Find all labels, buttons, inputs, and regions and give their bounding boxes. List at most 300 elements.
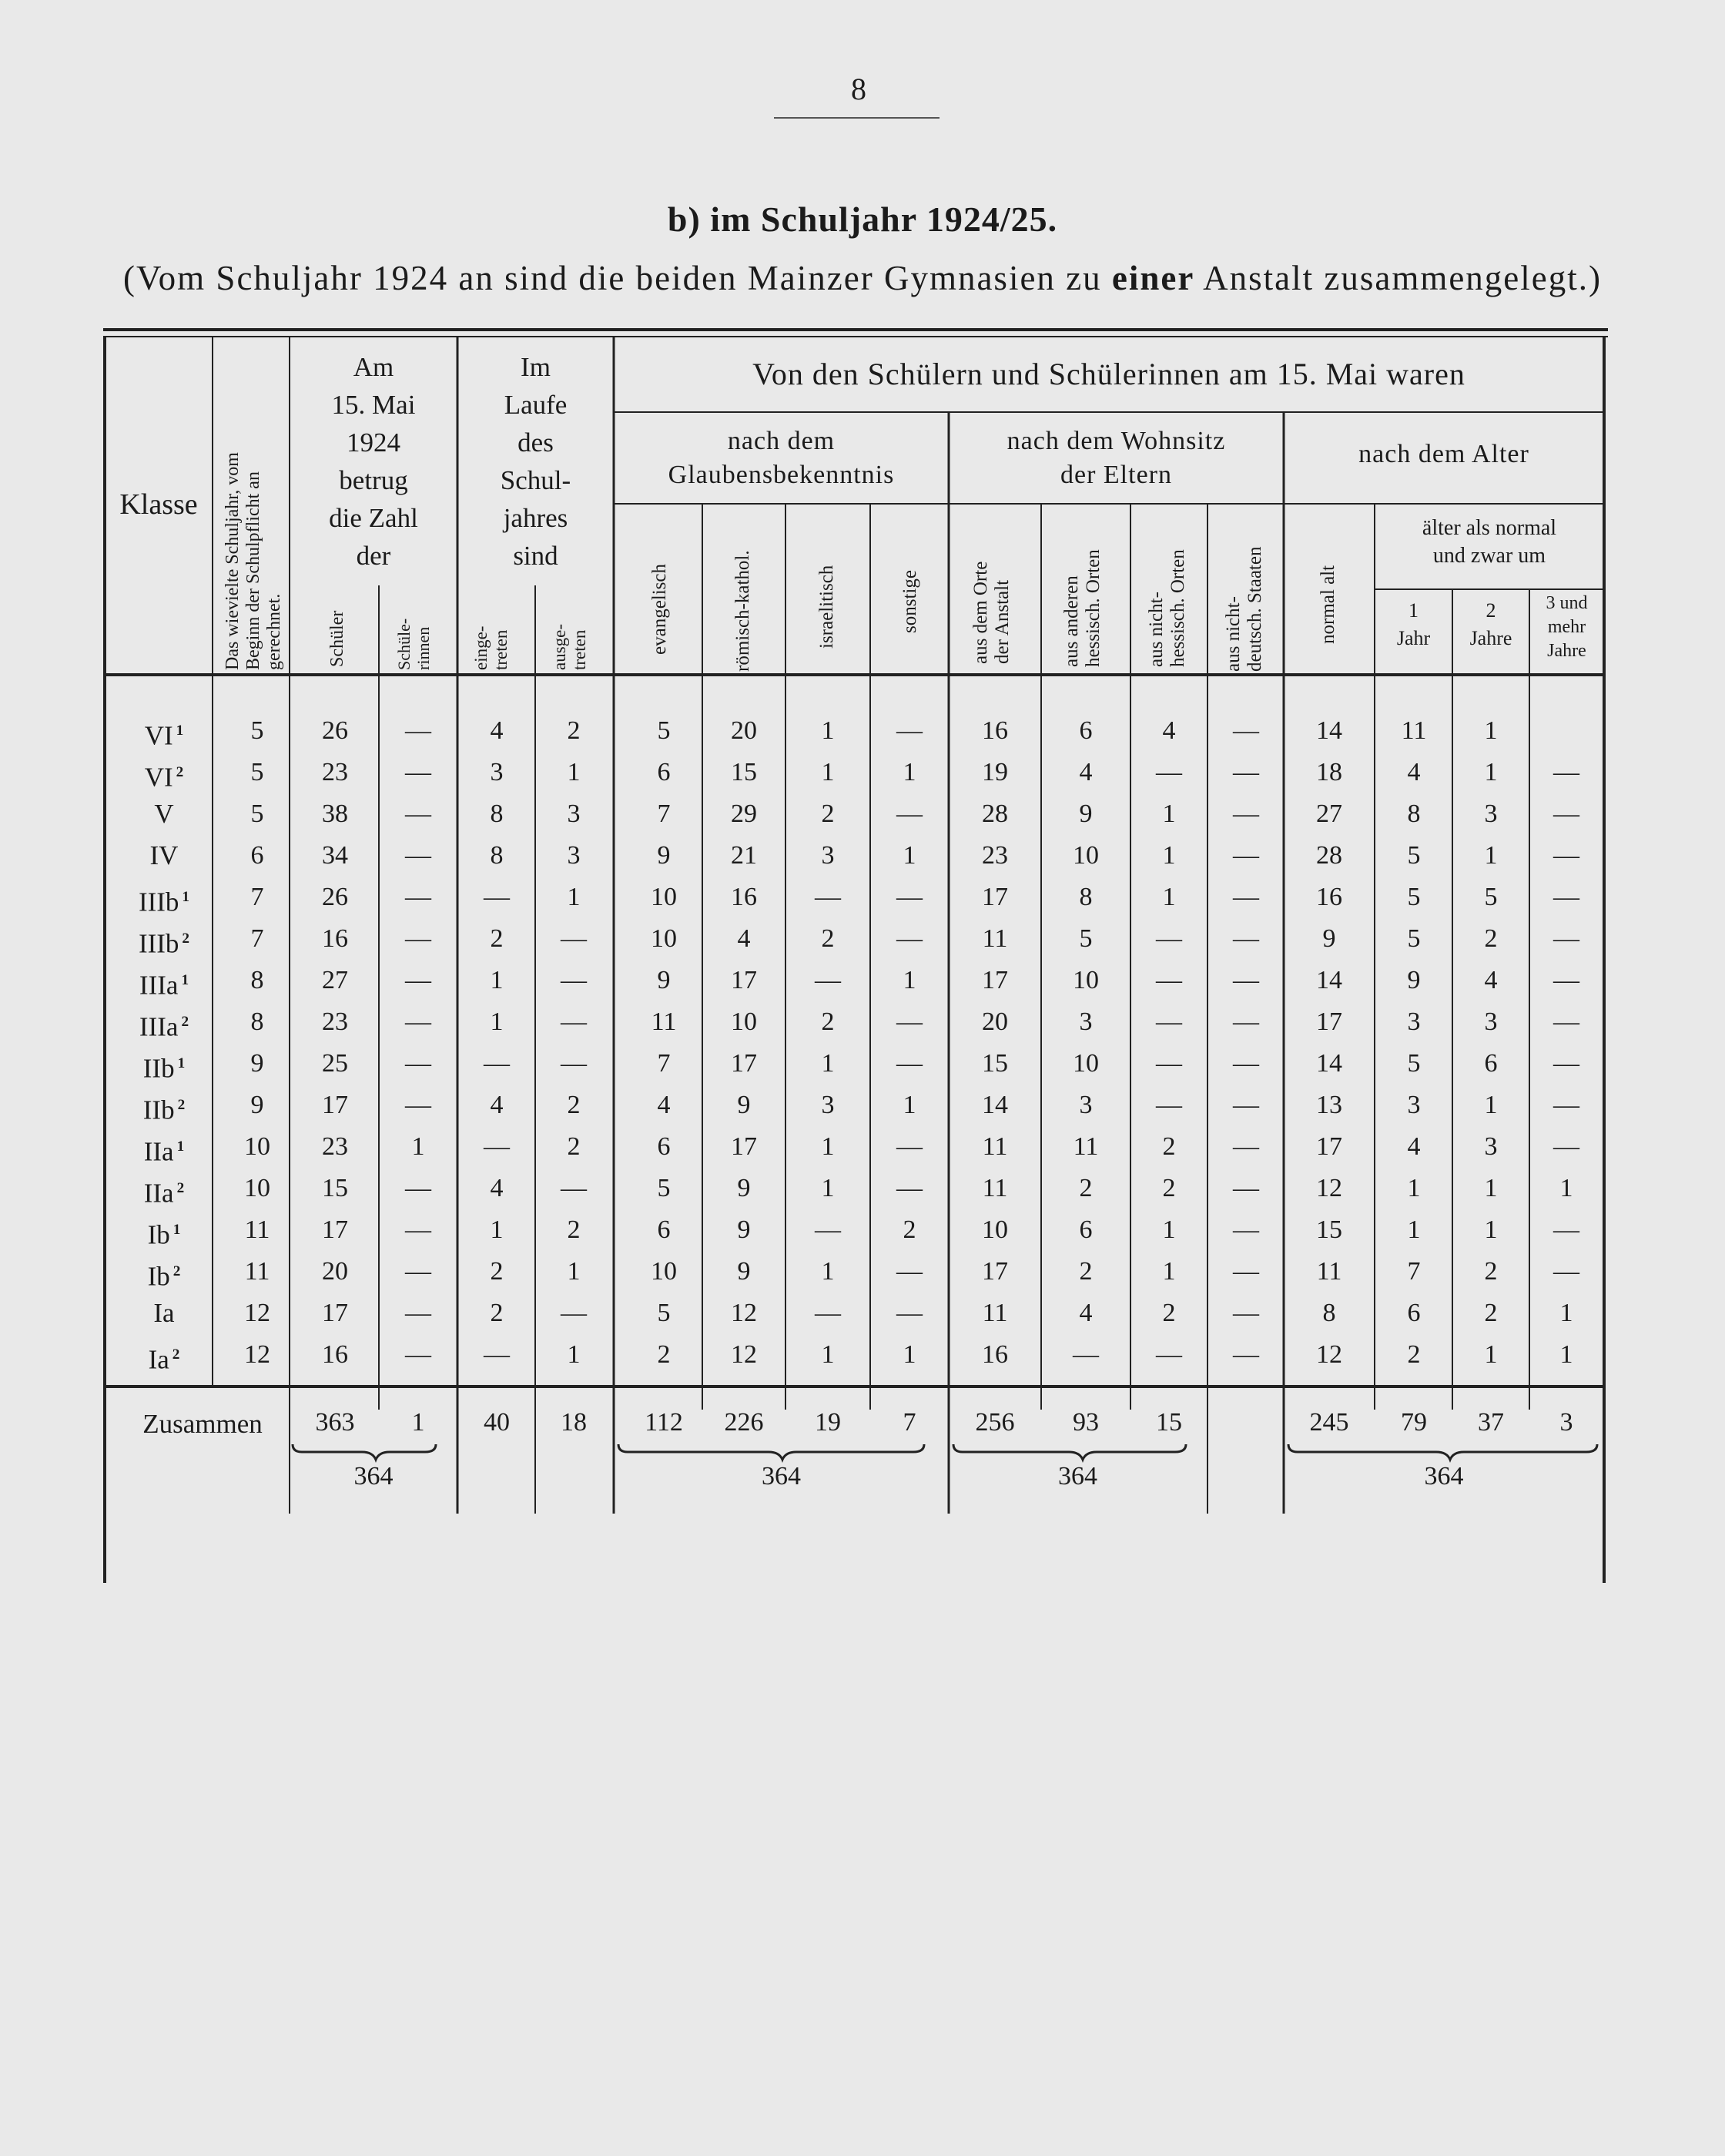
table-cell: — [1553, 1049, 1579, 1078]
table-cell: — [1156, 758, 1182, 786]
header-hess-2: hessisch. Orten [1083, 549, 1104, 667]
row-klasse-text: IIIa [139, 1011, 179, 1042]
header-wohnsitz-1: nach dem Wohnsitz [1007, 427, 1226, 455]
header-laufe-3: Schul- [500, 465, 571, 495]
table-cell: 23 [982, 841, 1008, 870]
row-klasse-text: IIIb [138, 887, 179, 917]
table-cell: — [405, 1091, 431, 1119]
header-von-den: Von den Schülern und Schülerinnen am 15. Mai waren [752, 357, 1465, 391]
header-ort-1: aus dem Orte [970, 561, 991, 664]
table-cell: — [405, 966, 431, 994]
table-cell: 9 [1322, 924, 1336, 953]
table-cell: 14 [1316, 716, 1342, 745]
header-am-2: 1924 [347, 428, 400, 458]
row-klasse-text: IV [149, 840, 179, 870]
header-laufe-2: des [518, 428, 554, 458]
header-roemisch-text: römisch-kathol. [732, 550, 753, 672]
table-cell: 10 [982, 1215, 1008, 1244]
table-cell: 5 [250, 800, 264, 828]
table-cell: 3 [567, 800, 581, 828]
table-cell: — [1233, 716, 1259, 745]
table-cell: 11 [244, 1215, 270, 1244]
group-total-glaube: 364 [762, 1462, 801, 1490]
table-cell: — [1553, 841, 1579, 870]
table-cell: 9 [737, 1091, 751, 1119]
table-cell: 17 [322, 1215, 348, 1244]
table-cell: — [1233, 1008, 1259, 1036]
header-ausgetreten-2: treten [569, 629, 589, 670]
table-cell: 17 [982, 1257, 1008, 1286]
header-roemisch [732, 550, 754, 672]
table-cell: 2 [490, 1257, 504, 1286]
totals-cell: 3 [1559, 1408, 1573, 1437]
table-cell: — [561, 966, 587, 994]
header-schuljahr [223, 452, 285, 670]
table-cell: 1 [490, 1215, 504, 1244]
header-nichtdeutsch-1: aus nicht- [1223, 596, 1244, 672]
table-cell: — [1233, 1257, 1259, 1286]
row-klasse-text: VI [144, 762, 173, 793]
table-cell: — [1233, 1215, 1259, 1244]
table-cell: 2 [567, 1091, 581, 1119]
table-cell: 15 [322, 1174, 348, 1202]
table-cell: — [405, 1008, 431, 1036]
table-cell: 10 [651, 1257, 677, 1286]
table-cell: 23 [322, 1008, 348, 1036]
header-schuelerinnen [395, 619, 433, 670]
table-cell: — [1156, 966, 1182, 994]
table-cell: 6 [250, 841, 264, 870]
table-cell: 3 [1484, 1132, 1498, 1161]
table-cell: 1 [1162, 1215, 1176, 1244]
table-cell: 10 [1073, 966, 1099, 994]
header-laufe-5: sind [513, 541, 558, 571]
table-cell: 12 [244, 1340, 270, 1369]
row-klasse-text: Ia [148, 1344, 169, 1375]
table-cell: 9 [250, 1091, 264, 1119]
table-cell: 3 [1484, 1008, 1498, 1036]
table-cell: — [1156, 924, 1182, 953]
table-cell: 6 [1079, 716, 1093, 745]
header-aelter [1375, 515, 1604, 570]
table-cell: — [1156, 1340, 1182, 1369]
table-cell: — [1233, 758, 1259, 786]
page-number: 8 [851, 72, 866, 106]
table-cell: 6 [1407, 1299, 1421, 1327]
header-schueler-text: Schüler [327, 610, 347, 667]
table-cell: 7 [657, 1049, 671, 1078]
table-cell: 2 [1079, 1257, 1093, 1286]
table-cell: 1 [567, 1257, 581, 1286]
row-klasse-sup: 1 [177, 1055, 186, 1071]
row-klasse-sup: 1 [182, 889, 190, 905]
table-cell: — [815, 966, 841, 994]
table-cell: — [561, 924, 587, 953]
table-cell: 28 [1316, 841, 1342, 870]
table-cell: 4 [1484, 966, 1498, 994]
table-cell: — [896, 716, 923, 745]
group-total-wohnsitz: 364 [1058, 1462, 1097, 1490]
table-cell: 1 [821, 1132, 835, 1161]
table-cell: 1 [1407, 1174, 1421, 1202]
table-cell: 10 [1073, 1049, 1099, 1078]
table-cell: 1 [1484, 1091, 1498, 1119]
table-cell: — [896, 924, 923, 953]
table-cell: 15 [1316, 1215, 1342, 1244]
table-cell: 11 [651, 1008, 677, 1036]
row-klasse-text: V [154, 799, 174, 829]
table-cell: 10 [244, 1132, 270, 1161]
table-cell: 6 [1079, 1215, 1093, 1244]
header-am-mai [290, 348, 457, 575]
table-cell: 10 [244, 1174, 270, 1202]
table-cell: 9 [737, 1174, 751, 1202]
table-cell: — [896, 1174, 923, 1202]
row-klasse [116, 1168, 213, 1209]
table-cell: 1 [411, 1132, 425, 1161]
table-cell: 4 [1407, 758, 1421, 786]
table-cell: 1 [567, 883, 581, 911]
table-cell: 34 [322, 841, 348, 870]
table-cell: 8 [1322, 1299, 1336, 1327]
header-aelter-1: älter als normal [1422, 516, 1557, 540]
table-cell: 19 [982, 758, 1008, 786]
table-cell: 27 [1316, 800, 1342, 828]
table-cell: 16 [1316, 883, 1342, 911]
table-cell: 6 [1484, 1049, 1498, 1078]
table-cell: 2 [1079, 1174, 1093, 1202]
table-cell: 1 [1484, 1215, 1498, 1244]
table-cell: — [1553, 1257, 1579, 1286]
table-cell: 10 [731, 1008, 757, 1036]
table-cell: — [1553, 924, 1579, 953]
header-2-jahre-t: Jahre [1469, 627, 1512, 649]
table-cell: — [561, 1008, 587, 1036]
table-cell: 3 [1079, 1008, 1093, 1036]
table-cell: — [405, 1340, 431, 1369]
row-klasse [116, 1293, 213, 1334]
row-klasse-text: IIIb [138, 928, 179, 959]
table-cell: 15 [731, 758, 757, 786]
table-cell: 23 [322, 1132, 348, 1161]
header-am-1: 15. Mai [331, 390, 416, 420]
table-cell: 5 [1484, 883, 1498, 911]
header-3-jahre-1: 3 und [1546, 593, 1588, 613]
header-nichthess-2: hessisch. Orten [1167, 549, 1188, 667]
table-cell: — [484, 883, 510, 911]
totals-cell: 18 [561, 1408, 587, 1437]
table-cell: — [1073, 1340, 1099, 1369]
row-klasse [116, 1209, 213, 1251]
table-cell: 9 [250, 1049, 264, 1078]
table-cell: — [896, 1132, 923, 1161]
table-cell: 1 [821, 716, 835, 745]
table-cell: 17 [322, 1091, 348, 1119]
row-klasse-sup: 2 [176, 1180, 185, 1196]
table-cell: 27 [322, 966, 348, 994]
table-cell: 38 [322, 800, 348, 828]
table-cell: 2 [903, 1215, 916, 1244]
table-cell: — [1233, 1299, 1259, 1327]
table-cell: 20 [982, 1008, 1008, 1036]
row-klasse [116, 752, 213, 793]
header-eingetreten [471, 626, 511, 670]
header-am-0: Am [353, 352, 394, 382]
table-cell: 6 [657, 758, 671, 786]
header-laufe-4: jahres [503, 503, 568, 533]
table-cell: — [1233, 883, 1259, 911]
table-cell: 16 [982, 716, 1008, 745]
header-glaube [614, 424, 949, 492]
table-cell: 8 [490, 800, 504, 828]
table-cell: — [896, 1049, 923, 1078]
table-cell: — [1233, 1340, 1259, 1369]
table-cell: 3 [821, 841, 835, 870]
table-cell: 12 [1316, 1174, 1342, 1202]
table-cell: — [1553, 883, 1579, 911]
table-cell: — [1233, 1174, 1259, 1202]
totals-cell: 37 [1478, 1408, 1504, 1437]
row-klasse-text: IIb [142, 1095, 175, 1125]
table-cell: 9 [1079, 800, 1093, 828]
table-cell: 20 [322, 1257, 348, 1286]
table-cell: 17 [1316, 1008, 1342, 1036]
table-cell: 2 [567, 1215, 581, 1244]
header-3-jahre-2: mehr [1547, 617, 1586, 637]
table-cell: 4 [490, 1091, 504, 1119]
table-cell: 1 [903, 841, 916, 870]
table-cell: — [1233, 966, 1259, 994]
table-cell: — [484, 1049, 510, 1078]
table-cell: 5 [250, 716, 264, 745]
header-israelitisch-text: israelitisch [816, 565, 837, 649]
header-evangelisch [649, 564, 671, 655]
table-cell: 2 [1162, 1132, 1176, 1161]
table-cell: 21 [731, 841, 757, 870]
row-klasse-text: IIa [143, 1178, 174, 1209]
table-cell: 1 [903, 1340, 916, 1369]
table-cell: 2 [1407, 1340, 1421, 1369]
table-cell: 2 [1484, 1257, 1498, 1286]
table-cell: — [815, 1215, 841, 1244]
table-cell: 20 [731, 716, 757, 745]
header-hess-orte [1061, 549, 1104, 667]
row-klasse-sup: 2 [172, 1263, 181, 1279]
table-cell: 28 [982, 800, 1008, 828]
table-cell: 26 [322, 716, 348, 745]
table-cell: — [405, 924, 431, 953]
table-cell: 10 [1073, 841, 1099, 870]
totals-cell: 363 [315, 1408, 355, 1437]
table-cell: — [1233, 1049, 1259, 1078]
table-cell: 10 [651, 883, 677, 911]
header-schuljahr-l1: Das wievielte Schuljahr, vom [223, 452, 243, 670]
header-schuljahr-l2: Beginn der Schulpflicht an [243, 471, 263, 670]
table-cell: 6 [657, 1215, 671, 1244]
header-wohnsitz-2: der Eltern [1060, 461, 1172, 489]
table-cell: 1 [821, 1340, 835, 1369]
table-cell: 9 [737, 1257, 751, 1286]
table-cell: 8 [1079, 883, 1093, 911]
table-cell: 3 [821, 1091, 835, 1119]
table-cell: 7 [250, 924, 264, 953]
header-glaube-2: Glaubensbekenntnis [668, 461, 895, 489]
table-cell: 1 [821, 1257, 835, 1286]
row-klasse [116, 1251, 213, 1293]
table-cell: — [405, 716, 431, 745]
table-cell: 11 [982, 1299, 1008, 1327]
table-cell: — [484, 1132, 510, 1161]
table-cell: 3 [1407, 1008, 1421, 1036]
totals-cell: 7 [903, 1408, 916, 1437]
table-cell: 7 [250, 883, 264, 911]
totals-label: Zusammen [142, 1409, 263, 1439]
table-cell: 1 [1559, 1340, 1573, 1369]
table-cell: — [561, 1049, 587, 1078]
header-1-jahr-n: 1 [1408, 599, 1419, 622]
table-cell: 2 [821, 1008, 835, 1036]
table-cell: 17 [982, 883, 1008, 911]
table-cell: — [1553, 758, 1579, 786]
header-wohnsitz [949, 424, 1284, 492]
table-cell: 4 [1162, 716, 1176, 745]
header-1-jahr [1375, 597, 1452, 652]
table-cell: — [1553, 1008, 1579, 1036]
table-cell: — [1233, 800, 1259, 828]
table-cell: 5 [1407, 1049, 1421, 1078]
header-am-4: die Zahl [329, 503, 418, 533]
row-klasse [116, 1126, 213, 1168]
header-aelter-2: und zwar um [1432, 544, 1546, 568]
totals-cell: 226 [724, 1408, 764, 1437]
row-klasse-sup: 2 [172, 1346, 180, 1363]
header-schuljahr-l3: gerechnet. [263, 593, 284, 670]
table-cell: 11 [1316, 1257, 1342, 1286]
table-cell: — [561, 1299, 587, 1327]
table-cell: 1 [1407, 1215, 1421, 1244]
header-evangelisch-text: evangelisch [649, 563, 670, 655]
table-cell: 14 [1316, 1049, 1342, 1078]
totals-cell: 40 [484, 1408, 510, 1437]
table-cell: 12 [731, 1340, 757, 1369]
table-cell: 4 [490, 716, 504, 745]
table-cell: 1 [1559, 1299, 1573, 1327]
table-cell: 4 [490, 1174, 504, 1202]
table-cell: 12 [244, 1299, 270, 1327]
table-cell: — [405, 800, 431, 828]
table-cell: 12 [1316, 1340, 1342, 1369]
table-cell [1529, 710, 1604, 752]
table-cell: — [1156, 1008, 1182, 1036]
header-am-5: der [356, 541, 391, 571]
header-eingetreten-1: einge- [471, 625, 491, 670]
header-3-jahre-3: Jahre [1547, 641, 1586, 661]
table-cell: 1 [1484, 716, 1498, 745]
header-nichthess-orte [1146, 549, 1189, 667]
header-laufe-0: Im [521, 352, 551, 382]
subtitle-post: Anstalt zusammengelegt.) [1194, 259, 1602, 297]
table-cell: 2 [490, 1299, 504, 1327]
row-klasse-text: VI [144, 720, 173, 751]
table-cell: — [815, 1299, 841, 1327]
row-klasse-sup: 1 [181, 972, 189, 988]
totals-cell: 93 [1073, 1408, 1099, 1437]
table-cell: 9 [737, 1215, 751, 1244]
totals-cell: 79 [1401, 1408, 1427, 1437]
table-cell: 29 [731, 800, 757, 828]
table-cell: 16 [322, 1340, 348, 1369]
table-cell: 5 [1407, 841, 1421, 870]
table-cell: 23 [322, 758, 348, 786]
table-cell: 8 [250, 966, 264, 994]
table-cell: — [896, 883, 923, 911]
totals-cell: 112 [645, 1408, 683, 1437]
table-cell: 16 [322, 924, 348, 953]
table-cell: 5 [657, 716, 671, 745]
header-israelitisch [816, 565, 838, 649]
totals-cell: 1 [411, 1408, 425, 1437]
totals-cell: 245 [1309, 1408, 1349, 1437]
row-klasse-text: Ib [147, 1219, 170, 1250]
row-klasse-sup: 2 [177, 1097, 186, 1113]
header-1-jahr-t: Jahr [1396, 627, 1431, 649]
row-klasse [116, 918, 213, 960]
table-cell: 1 [1162, 883, 1176, 911]
table-cell: — [484, 1340, 510, 1369]
table-cell: 2 [1162, 1174, 1176, 1202]
table-cell: — [405, 1257, 431, 1286]
table-cell: 17 [322, 1299, 348, 1327]
table-cell: 1 [1162, 800, 1176, 828]
header-sonstige-text: sonstige [899, 570, 920, 633]
row-klasse-text: IIb [142, 1053, 175, 1084]
header-2-jahre [1452, 597, 1529, 652]
table-cell: — [1156, 1091, 1182, 1119]
row-klasse-sup: 2 [181, 1014, 189, 1030]
table-cell: 2 [567, 716, 581, 745]
table-cell: 2 [567, 1132, 581, 1161]
table-cell: 1 [821, 758, 835, 786]
table-cell: 16 [731, 883, 757, 911]
table-cell: 1 [1484, 841, 1498, 870]
subtitle-bold: einer [1111, 259, 1195, 297]
row-klasse [116, 835, 213, 877]
header-glaube-1: nach dem [727, 427, 836, 455]
table-cell: — [405, 1299, 431, 1327]
row-klasse [116, 877, 213, 918]
table-cell: 11 [1073, 1132, 1099, 1161]
header-schuelerinnen-2: rinnen [413, 626, 433, 670]
table-cell: 8 [1407, 800, 1421, 828]
table-cell: 5 [250, 758, 264, 786]
row-klasse-sup: 1 [176, 723, 184, 739]
table-cell: 3 [1407, 1091, 1421, 1119]
table-cell: — [1233, 1132, 1259, 1161]
table-cell: 15 [982, 1049, 1008, 1078]
header-nichtdeutsch [1223, 547, 1266, 672]
row-klasse [116, 1001, 213, 1043]
table-cell: 5 [657, 1174, 671, 1202]
table-cell: 25 [322, 1049, 348, 1078]
table-cell: 11 [982, 924, 1008, 953]
table-cell: 1 [567, 758, 581, 786]
table-cell: 2 [821, 924, 835, 953]
table-cell: 5 [1407, 924, 1421, 953]
header-schueler [327, 611, 348, 667]
header-alter: nach dem Alter [1358, 440, 1529, 468]
table-cell: 1 [1162, 1257, 1176, 1286]
table-cell: 5 [1079, 924, 1093, 953]
